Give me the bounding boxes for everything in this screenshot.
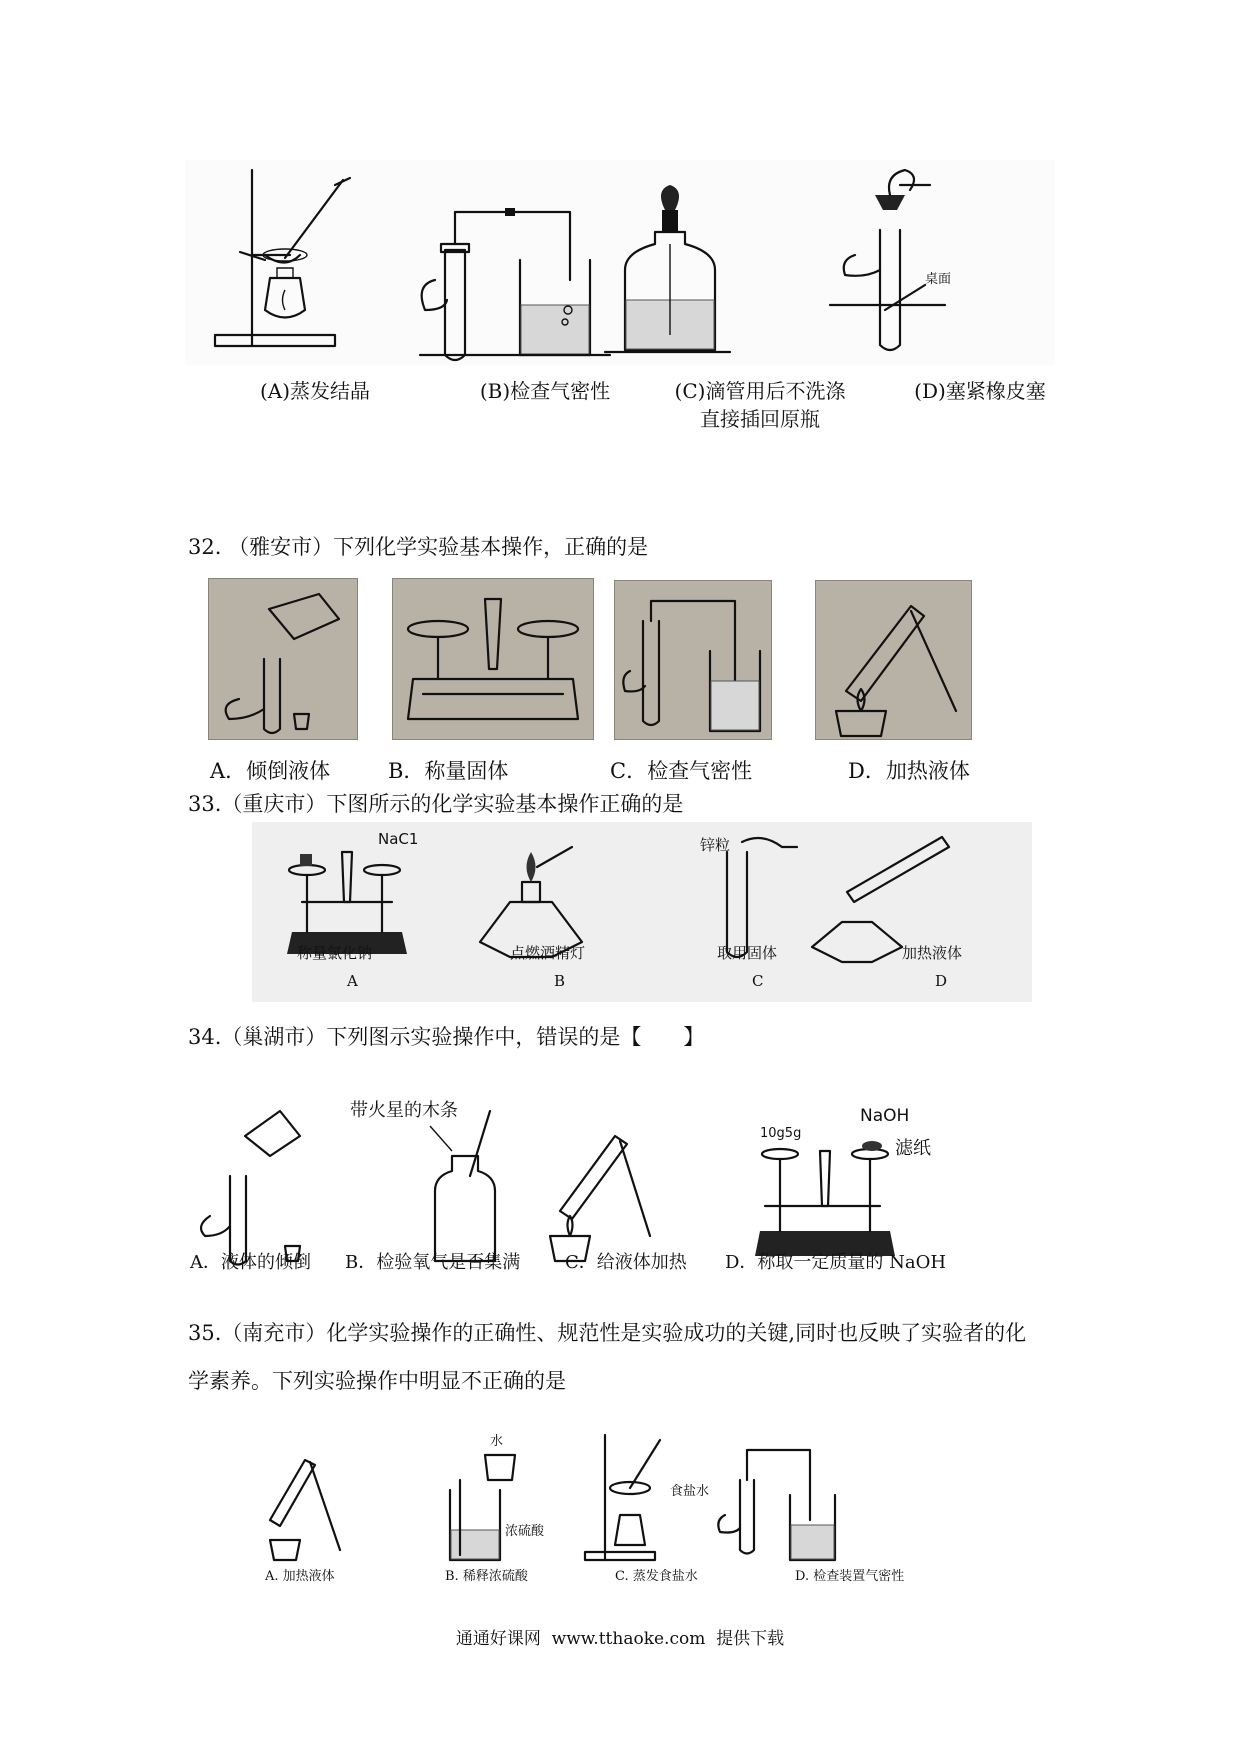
q31-caption-d: (D)塞紧橡皮塞: [914, 379, 1046, 403]
q33-balance: [287, 852, 407, 954]
q35-caption-b: B. 稀释浓硫酸: [445, 1569, 528, 1584]
q35-caption-a: A. 加热液体: [265, 1569, 335, 1584]
q35-figure: [260, 1420, 960, 1590]
q31-airtightness-apparatus: [420, 208, 610, 360]
q32-option-c: C．检查气密性: [610, 759, 753, 783]
page-footer: 通通好课网 www.tthaoke.com 提供下载: [455, 1629, 785, 1649]
q32-airtightness-drawing: [615, 581, 771, 739]
q32-option-b: B．称量固体: [388, 759, 509, 783]
q33-apparatus-drawings: [252, 822, 1032, 1002]
q31-dropper-bottle: [605, 185, 730, 352]
q33-caption-a: 称量氯化钠: [297, 944, 373, 962]
q34-balance: [755, 1141, 895, 1256]
q32-photo-c: [614, 580, 772, 740]
q32-photo-b: [392, 578, 594, 740]
q34-caption-a: A．液体的倾倒: [190, 1252, 311, 1273]
q33-letter-c: C: [752, 972, 764, 990]
q35-caption-d: D. 检查装置气密性: [795, 1569, 905, 1584]
q34-naoh-label: NaOH: [860, 1106, 910, 1126]
q32-photo-d: [815, 580, 972, 740]
q34-splint-label: 带火星的木条: [350, 1100, 458, 1121]
q32-balance-drawing: [393, 579, 593, 739]
q31-stopper-apparatus: [830, 170, 945, 350]
q35-heating-liquid: [270, 1460, 340, 1560]
q34-gas-bottle: [430, 1111, 495, 1261]
q35-acid-label: 浓硫酸: [505, 1524, 545, 1539]
q34-weights-label: 10g5g: [760, 1126, 802, 1141]
q32-pour-liquid-drawing: [209, 579, 357, 739]
desk-label: 桌面: [925, 272, 952, 287]
q35-water-label: 水: [490, 1434, 504, 1449]
q31-figure: [185, 160, 1055, 365]
q32-option-d: D．加热液体: [848, 759, 970, 783]
q31-apparatus-drawings: [185, 160, 1055, 365]
q33-alcohol-lamp: [480, 847, 582, 957]
q31-caption-a: (A)蒸发结晶: [259, 379, 371, 403]
q33-letter-b: B: [554, 972, 566, 990]
q34-stem: 34.（巢湖市）下列图示实验操作中，错误的是【 】: [188, 1025, 705, 1049]
q33-letter-a: A: [347, 972, 358, 990]
q35-airtightness-check: [718, 1450, 835, 1560]
q34-caption-c: C．给液体加热: [565, 1252, 687, 1273]
q34-filter-paper-label: 滤纸: [895, 1138, 931, 1159]
q31-caption-c-line2: 直接插回原瓶: [700, 407, 820, 431]
q33-zinc-label: 锌粒: [700, 836, 731, 854]
q34-heating-tube: [550, 1136, 650, 1261]
q33-letter-d: D: [935, 972, 948, 990]
q33-caption-b: 点燃酒精灯: [510, 944, 586, 962]
q35-stem-line1: 35.（南充市）化学实验操作的正确性、规范性是实验成功的关键,同时也反映了实验者的化: [188, 1321, 1027, 1345]
q32-stem: 32. （雅安市）下列化学实验基本操作，正确的是: [188, 535, 649, 559]
q31-evaporation-apparatus: [215, 170, 350, 346]
q35-diluting-acid: [450, 1455, 515, 1560]
q33-nacl-label: NaC1: [378, 830, 419, 848]
q33-figure: [252, 822, 1032, 1002]
q35-evaporating-brine: [585, 1435, 660, 1560]
q33-caption-c: 取用固体: [717, 944, 778, 962]
q34-caption-d: D．称取一定质量的 NaOH: [725, 1252, 947, 1273]
q31-caption-c-line1: (C)滴管用后不洗涤: [674, 379, 846, 403]
q35-stem-line2: 学素养。下列实验操作中明显不正确的是: [188, 1369, 566, 1393]
q35-brine-label: 食盐水: [670, 1484, 710, 1499]
q33-stem: 33.（重庆市）下图所示的化学实验基本操作正确的是: [188, 792, 684, 816]
q31-caption-b: (B)检查气密性: [479, 379, 611, 403]
q32-option-a: A．倾倒液体: [210, 759, 331, 783]
q35-caption-c: C. 蒸发食盐水: [615, 1569, 698, 1584]
q33-test-tube-solid: [727, 838, 797, 957]
q33-caption-d: 加热液体: [902, 944, 963, 962]
q32-photo-a: [208, 578, 358, 740]
q34-pouring: [201, 1111, 300, 1265]
q32-heat-liquid-drawing: [816, 581, 971, 739]
q34-caption-b: B．检验氧气是否集满: [345, 1252, 521, 1273]
